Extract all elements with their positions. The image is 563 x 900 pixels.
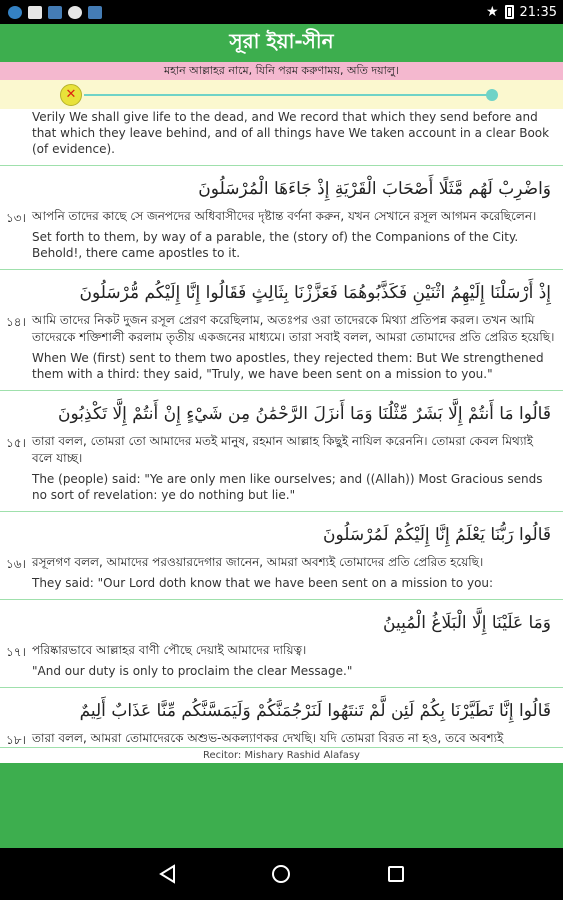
back-icon[interactable] xyxy=(155,862,179,886)
close-icon[interactable]: ✕ xyxy=(60,84,82,106)
star-icon: ★ xyxy=(485,4,499,20)
verse-bangla: পরিষ্কারভাবে আল্লাহর বাণী পৌছে দেয়াই আমাদের দায়িত্ব। xyxy=(32,643,307,657)
app-icon xyxy=(48,6,62,19)
battery-icon xyxy=(505,5,514,19)
image-icon xyxy=(28,6,42,19)
verse-arabic: قَالُوا مَا أَنتُمْ إِلَّا بَشَرٌ مِّثْلُنَا وَمَا أَنزَلَ الرَّحْمَٰنُ مِن شَيْءٍ إِنْ أَنتُمْ إِلَّا تَكْذِبُونَ xyxy=(58,404,551,424)
verse-number: ১৪। xyxy=(6,315,26,329)
notification-app-icon xyxy=(8,6,22,19)
recents-icon[interactable] xyxy=(384,862,408,886)
chat-icon xyxy=(68,6,82,19)
status-right xyxy=(486,4,557,20)
verse-number: ১৬। xyxy=(6,557,26,571)
verse-english: Verily We shall give life to the dead, and We record that which they send before and that which they leave behind, and of all things have We taken account in a clear Book (of evidence). xyxy=(32,110,550,156)
progress-track[interactable] xyxy=(84,94,492,96)
verse-item xyxy=(0,391,563,512)
verse-bangla: তারা বলল, আমরা তোমাদেরকে অশুভ-অকল্যাণকর দেখছি। যদি তোমরা বিরত না হও, তবে অবশ্যই xyxy=(32,731,504,745)
title-bar xyxy=(0,24,563,62)
verse-item xyxy=(0,166,563,270)
page-title: সূরা ইয়া-সীন xyxy=(229,28,334,53)
reciter-label: Recitor: Mishary Rashid Alafasy xyxy=(0,747,563,763)
verse-bangla: তারা বলল, তোমরা তো আমাদের মতই মানুষ, রহমান আল্লাহ কিছুই নাযিল করেননি। তোমরা কেবল মিথ্যাই বলে যাচ্ছ। xyxy=(32,434,534,465)
verse-bangla: আমি তাদের নিকট দুজন রসূল প্রেরণ করেছিলাম, অতঃপর ওরা তাদেরকে মিথ্যা প্রতিপন্ন করল। তখন আমি তাদেরকে শক্তিশালী করলাম তৃতীয় একজনের মাধ্যমে। তারা সবাই বলল, আমরা তোমাদের প্রতি প্রেরিত হয়েছি। xyxy=(32,313,555,344)
status-time: 21:35 xyxy=(519,4,557,20)
verse-bangla: আপনি তাদের কাছে সে জনপদের অধিবাসীদের দৃষ্টান্ত বর্ণনা করুন, যখন সেখানে রসূল আগমন করেছিলেন। xyxy=(32,209,537,223)
verse-item xyxy=(0,688,563,747)
verse-number: ১৭। xyxy=(6,645,26,659)
home-icon[interactable] xyxy=(269,862,293,886)
verse-english: The (people) said: "Ye are only men like ourselves; and ((Allah)) Most Gracious sends no sort of revelation: ye do nothing but lie." xyxy=(32,472,543,502)
verse-arabic: إِذْ أَرْسَلْنَا إِلَيْهِمُ اثْنَيْنِ فَكَذَّبُوهُمَا فَعَزَّزْنَا بِثَالِثٍ فَقَالُوا إِنَّا إِلَيْكُم مُّرْسَلُونَ xyxy=(79,283,551,303)
verse-number: ১৩। xyxy=(6,211,26,225)
verse-english: Set forth to them, by way of a parable, the (story of) the Companions of the City. Behold!, there came apostles to it. xyxy=(32,230,519,260)
verse-arabic: قَالُوا إِنَّا تَطَيَّرْنَا بِكُمْ لَئِن لَّمْ تَنتَهُوا لَنَرْجُمَنَّكُمْ وَلَيَمَسَّنَّكُم مِّنَّا عَذَابٌ أَلِيمٌ xyxy=(79,701,551,721)
book-icon xyxy=(88,6,102,19)
verse-arabic: وَاضْرِبْ لَهُم مَّثَلًا أَصْحَابَ الْقَرْيَةِ إِذْ جَاءَهَا الْمُرْسَلُونَ xyxy=(198,179,551,199)
verse-english: They said: "Our Lord doth know that we have been sent on a mission to you: xyxy=(32,576,494,590)
status-bar xyxy=(0,0,563,24)
verse-number: ১৫। xyxy=(6,436,26,450)
audio-player xyxy=(0,80,563,109)
verse-item xyxy=(0,109,563,166)
verse-item xyxy=(0,270,563,391)
verse-item xyxy=(0,600,563,688)
bottom-panel xyxy=(0,763,563,848)
status-left-icons xyxy=(8,6,102,19)
verse-list[interactable] xyxy=(0,109,563,747)
bismillah-banner: মহান আল্লাহর নামে, যিনি পরম করুণাময়, অতি দয়ালু। xyxy=(0,62,563,80)
verse-english: When We (first) sent to them two apostles, they rejected them: But We strengthened them with a third: they said, "Truly, we have been sent on a mission to you." xyxy=(32,351,544,381)
verse-number: ১৮। xyxy=(6,733,26,747)
verse-arabic: قَالُوا رَبُّنَا يَعْلَمُ إِنَّا إِلَيْكُمْ لَمُرْسَلُونَ xyxy=(322,525,551,545)
verse-english: "And our duty is only to proclaim the clear Message." xyxy=(32,664,353,678)
progress-knob[interactable] xyxy=(486,89,498,101)
verse-arabic: وَمَا عَلَيْنَا إِلَّا الْبَلَاغُ الْمُبِينُ xyxy=(383,613,551,633)
verse-item xyxy=(0,512,563,600)
navigation-bar xyxy=(0,848,563,900)
verse-bangla: রসূলগণ বলল, আমাদের পরওয়ারদেগার জানেন, আমরা অবশ্যই তোমাদের প্রতি প্রেরিত হয়েছি। xyxy=(32,555,484,569)
